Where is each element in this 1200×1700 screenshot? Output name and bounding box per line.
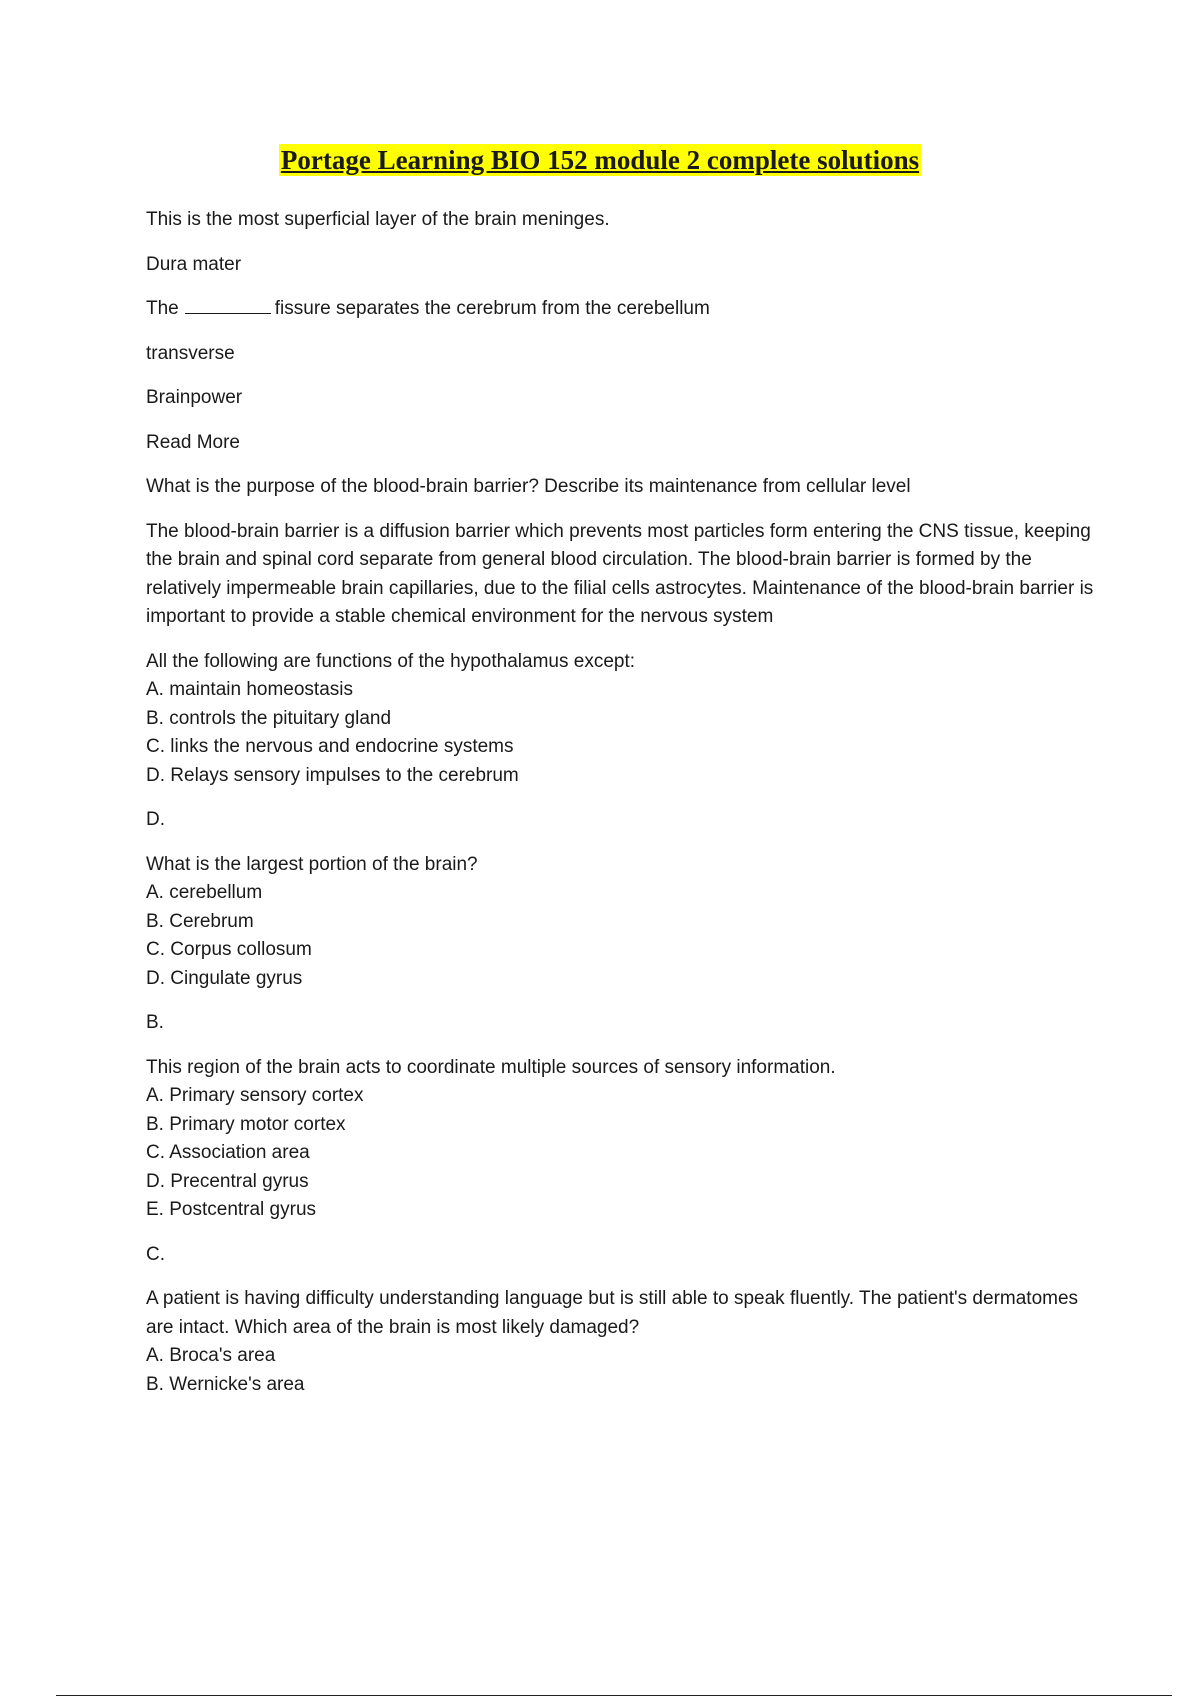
question-4: All the following are functions of the hypothalamus except: xyxy=(146,650,636,672)
option: C. Association area xyxy=(146,1142,310,1163)
question-3: What is the purpose of the blood-brain barrier? Describe its maintenance from cellular level xyxy=(146,476,911,497)
question-2 xyxy=(146,295,1106,324)
question-4-options xyxy=(146,676,1106,790)
answer-1: Dura mater xyxy=(146,253,242,275)
option: B. controls the pituitary gland xyxy=(146,707,392,729)
question-2-prefix: The xyxy=(146,298,179,319)
option: D. Precentral gyrus xyxy=(146,1170,309,1192)
title-container xyxy=(0,144,1200,176)
answer-6: C. xyxy=(146,1243,165,1265)
question-7-options xyxy=(146,1342,1106,1399)
answer-4: D. xyxy=(146,809,165,830)
question-6-options xyxy=(146,1082,1106,1225)
answer-2: transverse xyxy=(146,342,235,364)
option: A. maintain homeostasis xyxy=(146,679,353,700)
fill-in-blank xyxy=(185,295,271,314)
document-title: Portage Learning BIO 152 module 2 complete solutions xyxy=(280,145,920,175)
option: D. Relays sensory impulses to the cerebrum xyxy=(146,764,519,786)
question-6: This region of the brain acts to coordinate multiple sources of sensory information. xyxy=(146,1056,836,1078)
question-5-options xyxy=(146,879,1106,993)
read-more-link[interactable]: Read More xyxy=(146,431,240,453)
question-7: A patient is having difficulty understanding language but is still able to speak fluently. The patient's dermatomes are intact. Which area of the brain is most likely damaged? xyxy=(146,1288,1079,1338)
option: A. cerebellum xyxy=(146,882,263,903)
option: E. Postcentral gyrus xyxy=(146,1199,317,1220)
question-1: This is the most superficial layer of the brain meninges. xyxy=(146,209,610,230)
option: A. Primary sensory cortex xyxy=(146,1085,364,1106)
option: A. Broca's area xyxy=(146,1345,276,1366)
page-bottom-divider xyxy=(56,1695,1172,1696)
answer-5: B. xyxy=(146,1012,164,1033)
document-body xyxy=(146,206,1106,1399)
option: B. Primary motor cortex xyxy=(146,1113,346,1135)
option: B. Wernicke's area xyxy=(146,1373,305,1395)
question-5: What is the largest portion of the brain? xyxy=(146,853,478,875)
option: C. links the nervous and endocrine systems xyxy=(146,736,514,757)
question-2-suffix: fissure separates the cerebrum from the cerebellum xyxy=(274,298,710,319)
promo-brand: Brainpower xyxy=(146,387,243,408)
option: D. Cingulate gyrus xyxy=(146,967,303,989)
answer-3: The blood-brain barrier is a diffusion barrier which prevents most particles form entering the CNS tissue, keeping the brain and spinal cord separate from general blood circulation. The blood-brain barrier is formed by the relatively impermeable brain capillaries, due to the filial cells astrocytes. Maintenance of the blood-brain barrier is important to provide a stable chemical environment for the nervous system xyxy=(146,520,1094,627)
option: B. Cerebrum xyxy=(146,910,254,932)
option: C. Corpus collosum xyxy=(146,939,312,960)
